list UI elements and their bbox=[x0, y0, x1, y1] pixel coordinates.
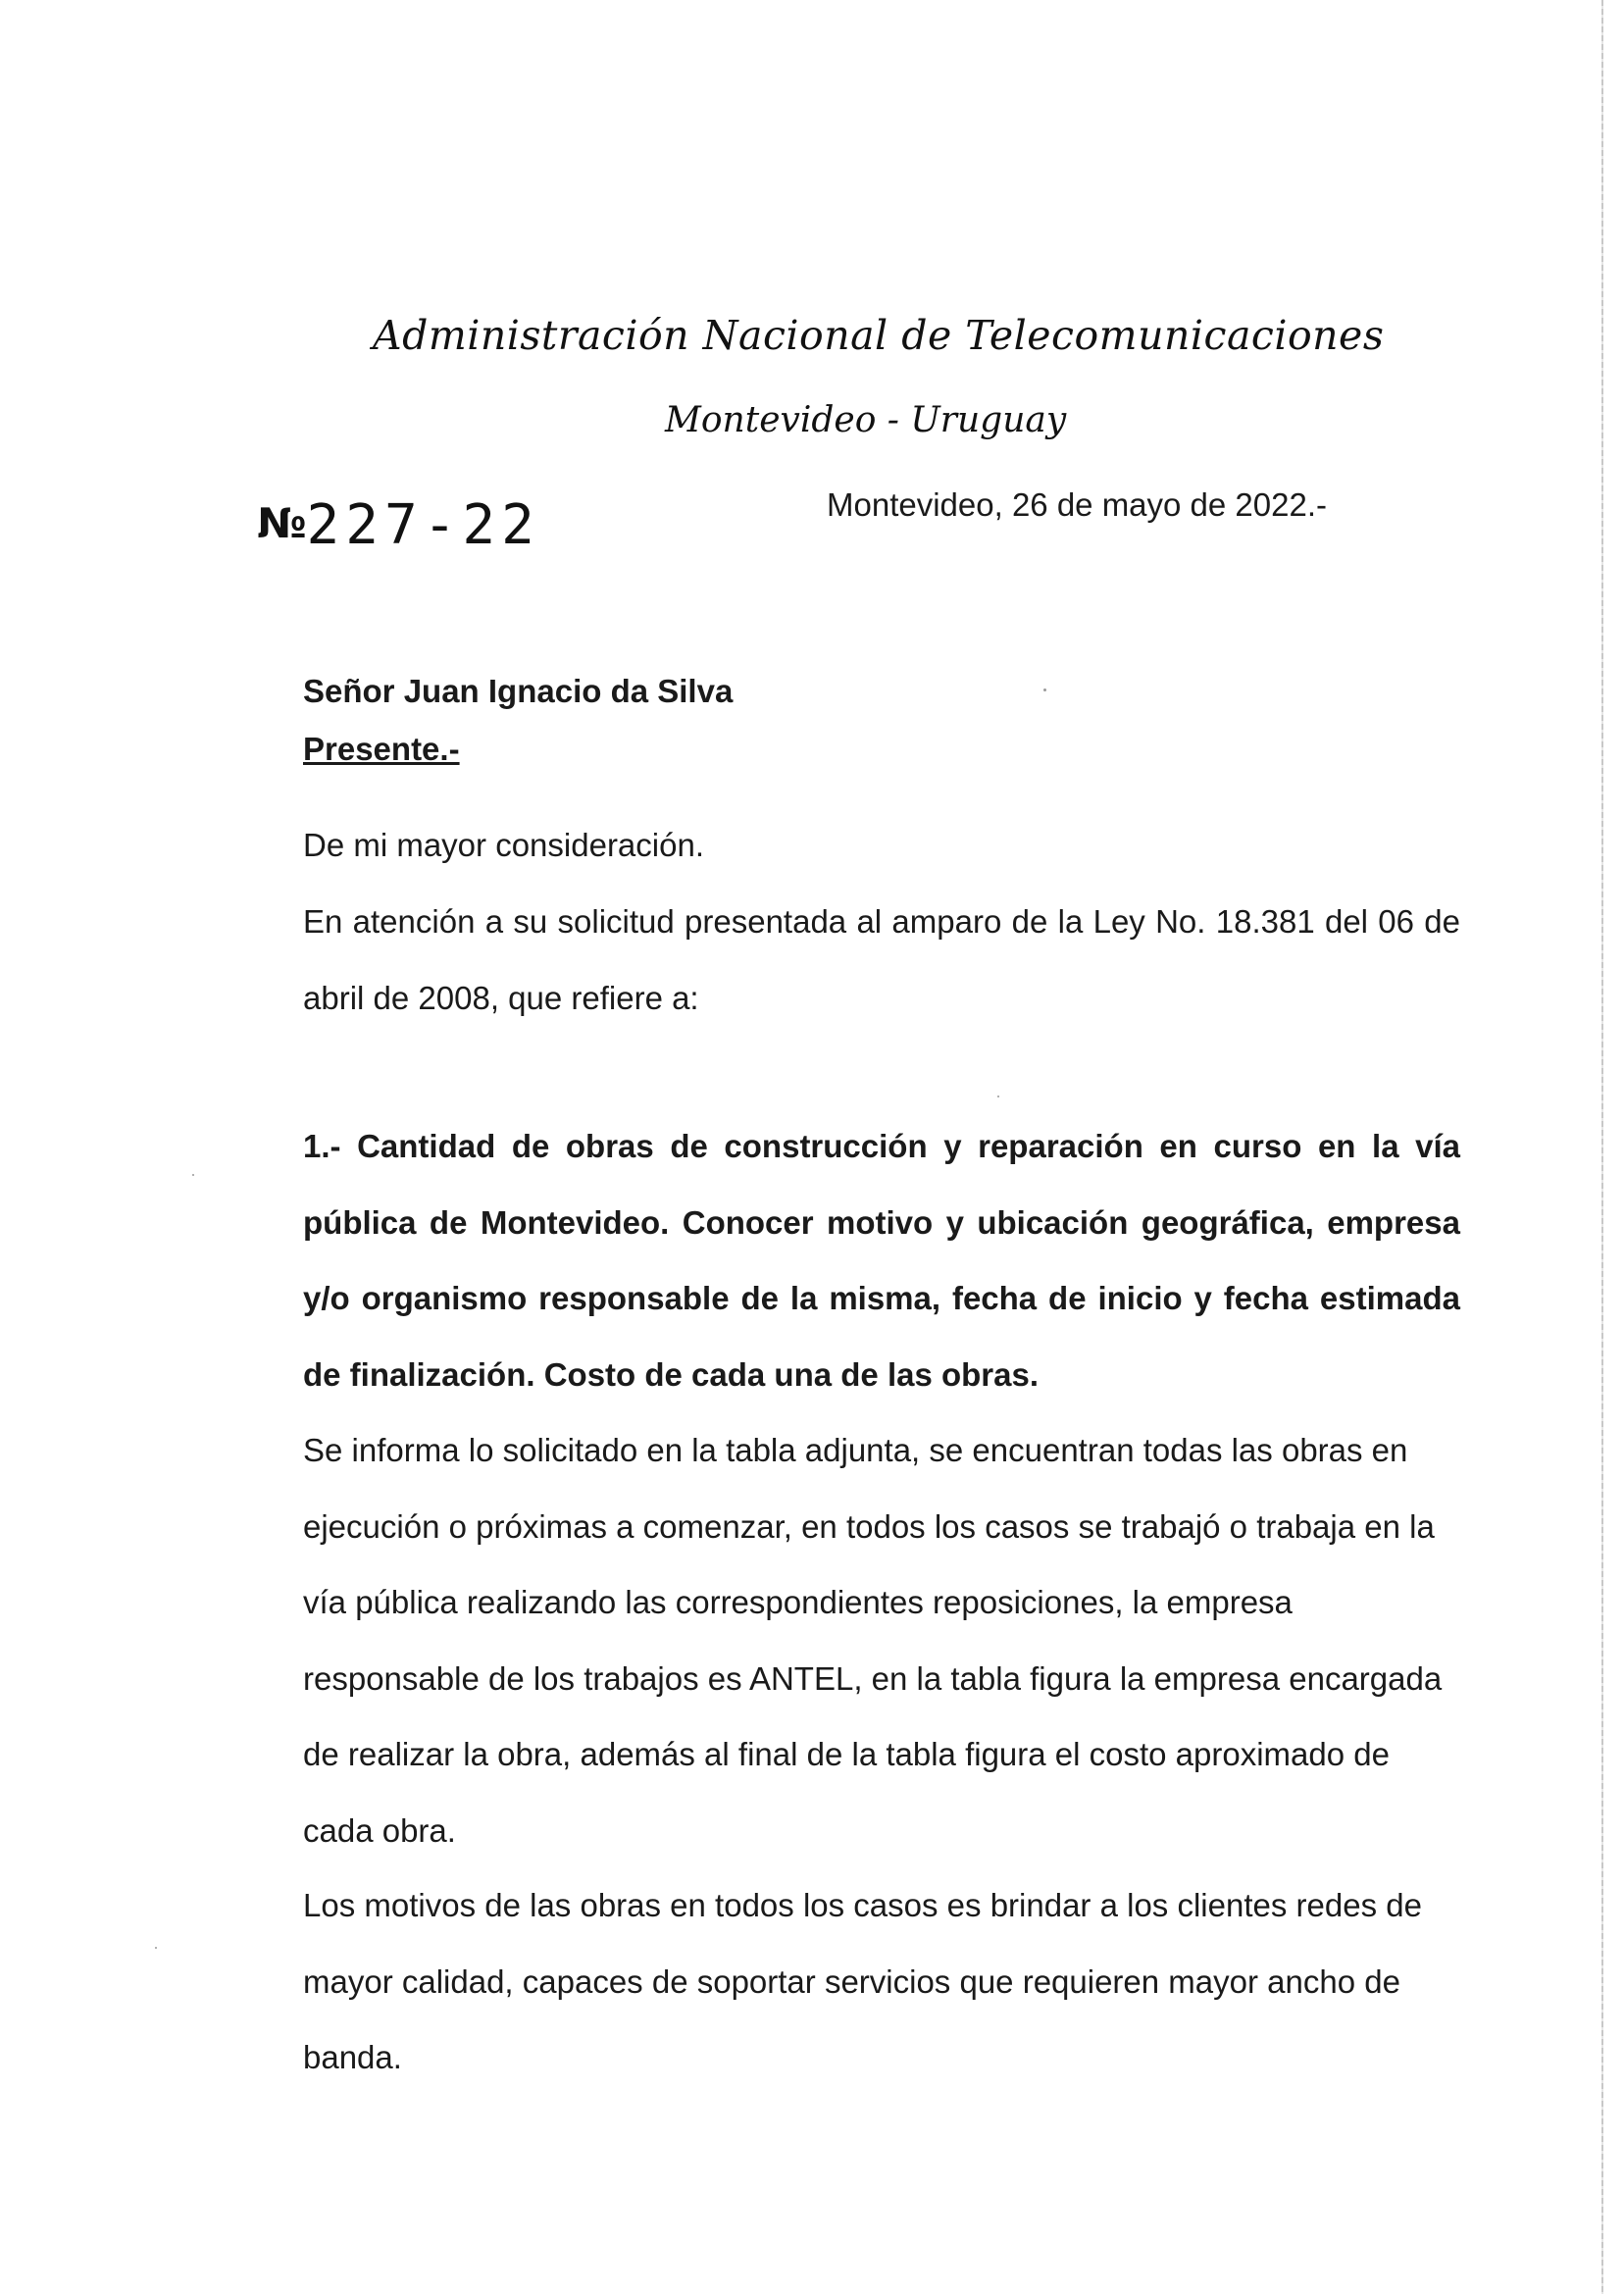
answer-line: Se informa lo solicitado en la tabla adjunta, se encuentran todas las obras en bbox=[303, 1432, 1408, 1468]
answer-line: de realizar la obra, además al final de la tabla figura el costo aproximado de bbox=[303, 1736, 1390, 1772]
letterhead-location: Montevideo - Uruguay bbox=[665, 400, 1067, 440]
motives-line: banda. bbox=[303, 2039, 402, 2075]
answer-line: ejecución o próximas a comenzar, en todos los casos se trabajó o trabaja en la bbox=[303, 1507, 1435, 1545]
document-number-stamp bbox=[257, 493, 540, 557]
motives-line: mayor calidad, capaces de soportar servicios que requieren mayor ancho de bbox=[303, 1963, 1400, 2000]
letterhead-organization: Administración Nacional de Telecomunicaciones bbox=[373, 312, 1385, 359]
scan-edge bbox=[1601, 0, 1603, 2294]
answer-paragraph bbox=[303, 1412, 1460, 1868]
recipient-presente: Presente.- bbox=[303, 731, 460, 767]
scan-speck bbox=[1043, 688, 1046, 691]
answer-line: responsable de los trabajos es ANTEL, en la tabla figura la empresa encargada bbox=[303, 1659, 1443, 1697]
document-date: Montevideo, 26 de mayo de 2022.- bbox=[827, 486, 1328, 523]
recipient-name: Señor Juan Ignacio da Silva bbox=[303, 673, 734, 709]
intro-paragraph: En atención a su solicitud presentada al amparo de la Ley No. 18.381 del 06 de abril de 2008, que refiere a: bbox=[303, 903, 1460, 1016]
scan-speck bbox=[997, 1096, 999, 1097]
request-item-1: 1.- Cantidad de obras de construcción y reparación en curso en la vía pública de Montevideo. Conocer motivo y ubicación geográfica, empresa y/o organismo responsable de la misma, fecha de inicio y fecha estimada de finalización. Costo de cada una de las obras. bbox=[303, 1128, 1460, 1393]
number-sign: № bbox=[257, 499, 307, 547]
scan-speck bbox=[155, 1947, 157, 1949]
salutation: De mi mayor consideración. bbox=[303, 827, 704, 863]
answer-line: vía pública realizando las correspondientes reposiciones, la empresa bbox=[303, 1584, 1293, 1620]
scan-speck bbox=[192, 1174, 194, 1176]
motives-line: Los motivos de las obras en todos los casos es brindar a los clientes redes de bbox=[303, 1887, 1422, 1923]
document-number: 227-22 bbox=[306, 493, 540, 557]
motives-paragraph bbox=[303, 1867, 1460, 2096]
answer-line: cada obra. bbox=[303, 1811, 456, 1849]
